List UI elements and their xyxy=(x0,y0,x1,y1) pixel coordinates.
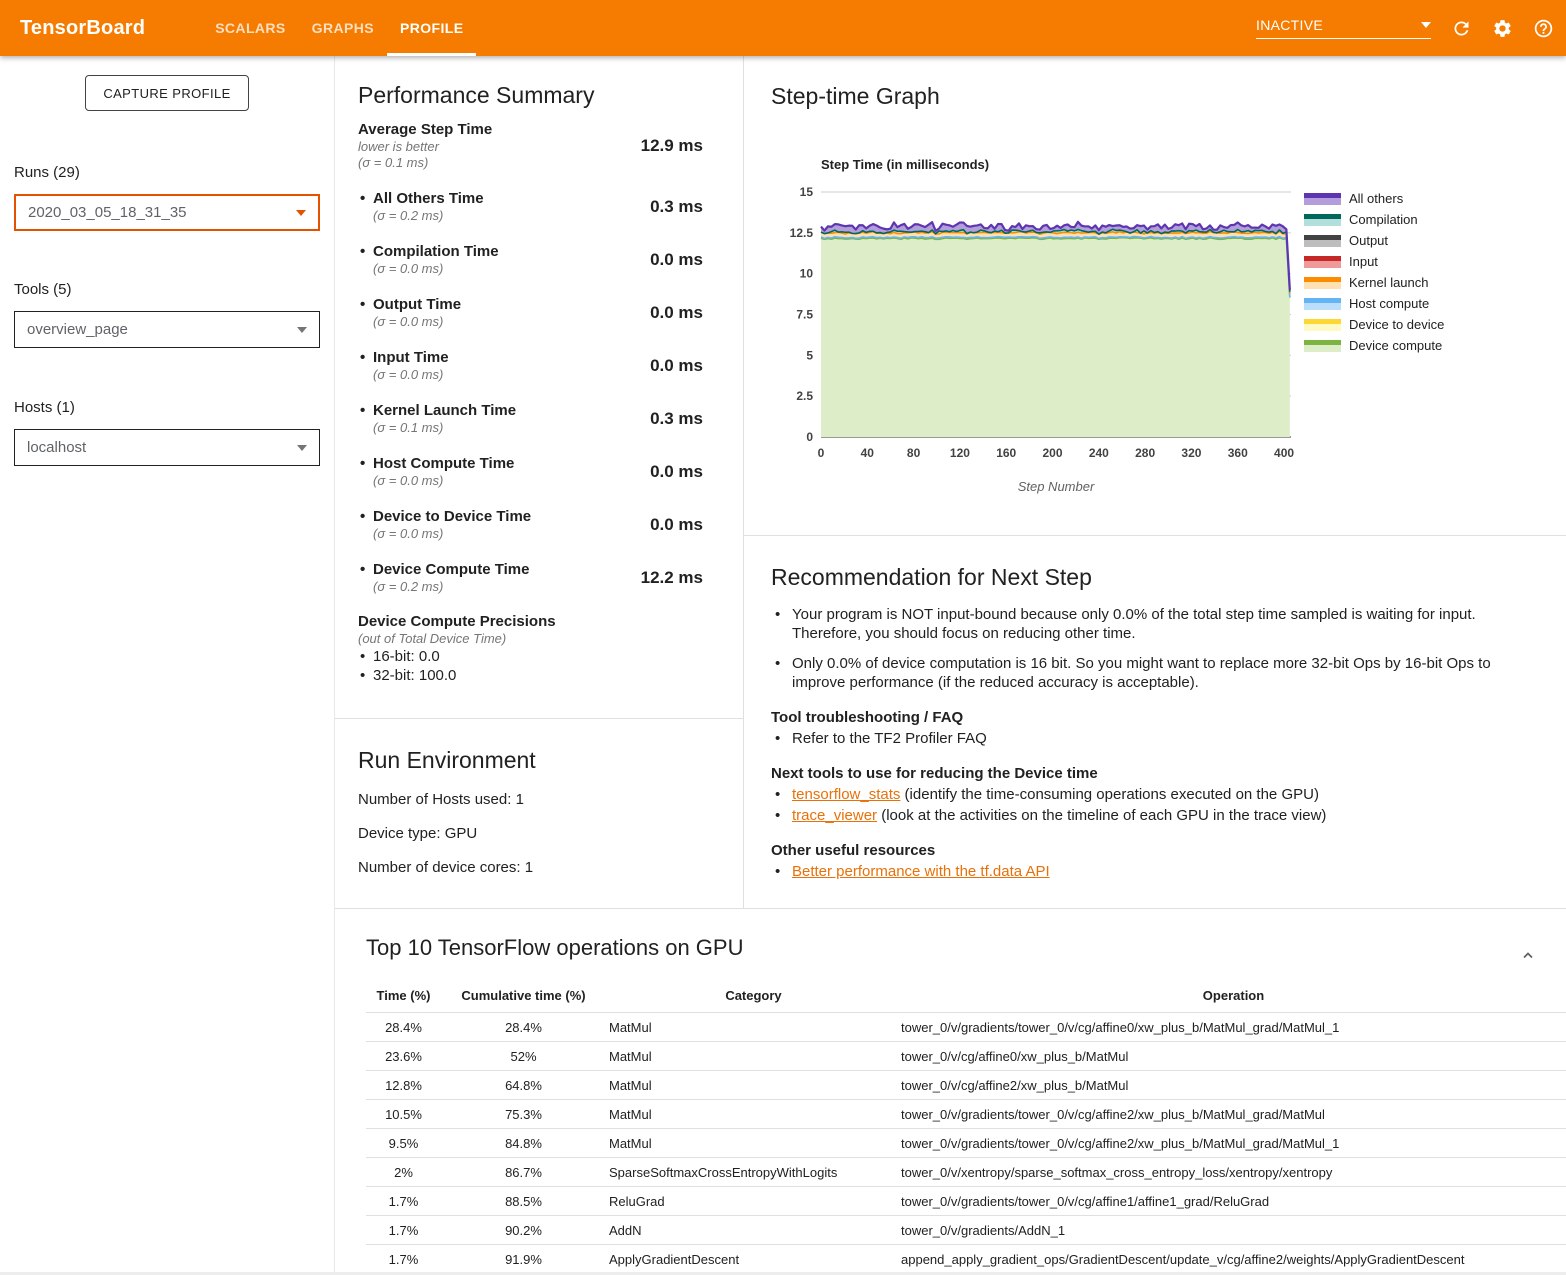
cell-cumulative: 28.4% xyxy=(505,1019,542,1035)
legend-item: Compilation xyxy=(1304,209,1444,230)
bullet-icon: • xyxy=(360,561,366,578)
metric-row xyxy=(358,349,703,383)
svg-text:7.5: 7.5 xyxy=(796,307,813,322)
metric-value: 0.0 ms xyxy=(650,356,703,375)
svg-text:0: 0 xyxy=(817,446,825,460)
main-nav xyxy=(202,0,476,56)
precisions-title: Device Compute Precisions xyxy=(358,613,556,630)
cell-time: 12.8% xyxy=(385,1077,422,1093)
metric-label: Input Time xyxy=(373,349,449,366)
cell-cumulative: 90.2% xyxy=(505,1222,542,1238)
metric-sigma: (σ = 0.1 ms) xyxy=(373,420,444,435)
sidebar xyxy=(0,56,335,1272)
legend-item: All others xyxy=(1304,188,1444,209)
svg-text:40: 40 xyxy=(860,446,874,460)
cell-operation: tower_0/v/gradients/tower_0/v/cg/affine0/xw_plus_b/MatMul_grad/MatMul_1 xyxy=(901,1019,1340,1035)
cell-operation: tower_0/v/gradients/tower_0/v/cg/affine2/xw_plus_b/MatMul_grad/MatMul_1 xyxy=(901,1135,1340,1151)
legend-item: Device to device xyxy=(1304,314,1444,335)
legend-swatch-icon xyxy=(1304,340,1341,352)
tfdata-link[interactable]: Better performance with the tf.data API xyxy=(792,863,1050,880)
top10-operations-card xyxy=(335,908,1566,1272)
metric-label: Output Time xyxy=(373,296,462,313)
recommendation-item: • Your program is NOT input-bound because only 0.0% of the total step time sampled is waiting for input. Therefore, you should focus on reducing other time. xyxy=(771,605,1546,643)
table-row xyxy=(366,1042,1566,1071)
hosts-select-value: localhost xyxy=(27,439,87,456)
metric-row xyxy=(358,561,703,595)
precision-item: • 16-bit: 0.0 xyxy=(360,648,440,665)
cell-time: 28.4% xyxy=(385,1019,422,1035)
gear-icon[interactable] xyxy=(1492,18,1513,39)
cell-cumulative: 91.9% xyxy=(505,1251,542,1267)
help-icon[interactable] xyxy=(1533,18,1554,39)
table-header-row xyxy=(366,982,1566,1013)
col-cumulative-header: Cumulative time (%) xyxy=(461,988,586,1003)
table-row xyxy=(366,1071,1566,1100)
next-tool-item: • trace_viewer (look at the activities on the timeline of each GPU in the trace view) xyxy=(771,806,1546,825)
step-time-chart-wrap xyxy=(771,156,1301,511)
metric-sigma: (σ = 0.2 ms) xyxy=(373,208,444,223)
metric-note: lower is better xyxy=(358,139,439,154)
cell-cumulative: 88.5% xyxy=(505,1193,542,1209)
precision-item: • 32-bit: 100.0 xyxy=(360,667,457,684)
run-environment-title: Run Environment xyxy=(358,747,536,773)
svg-text:200: 200 xyxy=(1042,446,1063,460)
svg-text:0: 0 xyxy=(806,430,813,444)
bullet-icon: • xyxy=(360,402,366,419)
cell-operation: append_apply_gradient_ops/GradientDescent/update_v/cg/affine2/weights/ApplyGradientDescent xyxy=(901,1251,1465,1267)
performance-summary-card xyxy=(335,56,743,719)
top10-table xyxy=(366,982,1566,1274)
cell-cumulative: 84.8% xyxy=(505,1135,542,1151)
metric-sigma: (σ = 0.0 ms) xyxy=(373,314,444,329)
cell-category: MatMul xyxy=(609,1019,652,1035)
cell-category: ReluGrad xyxy=(609,1193,665,1209)
metric-row xyxy=(358,190,703,224)
svg-text:15: 15 xyxy=(799,185,813,199)
runs-label: Runs (29) xyxy=(14,164,80,181)
metric-row xyxy=(358,243,703,277)
run-environment-card xyxy=(335,719,743,908)
legend-item: Output xyxy=(1304,230,1444,251)
metric-row xyxy=(358,402,703,436)
metric-sigma: (σ = 0.0 ms) xyxy=(373,367,444,382)
step-time-graph-title: Step-time Graph xyxy=(771,83,940,109)
tab-profile[interactable]: PROFILE xyxy=(387,0,476,56)
recommendation-card xyxy=(744,536,1566,908)
hosts-label: Hosts (1) xyxy=(14,399,75,416)
metric-value: 12.2 ms xyxy=(640,568,703,587)
legend-item: Device compute xyxy=(1304,335,1444,356)
cell-cumulative: 64.8% xyxy=(505,1077,542,1093)
bullet-icon: • xyxy=(360,296,366,313)
svg-text:80: 80 xyxy=(906,446,921,460)
legend-item: Host compute xyxy=(1304,293,1444,314)
run-environment-line: Number of Hosts used: 1 xyxy=(358,791,524,808)
top10-title: Top 10 TensorFlow operations on GPU xyxy=(366,935,744,960)
legend-swatch-icon xyxy=(1304,256,1341,268)
other-resources-title: Other useful resources xyxy=(771,842,936,859)
cell-time: 1.7% xyxy=(388,1222,419,1238)
metric-value: 0.0 ms xyxy=(650,515,703,534)
average-step-time-row xyxy=(358,121,703,171)
table-row xyxy=(366,1216,1566,1245)
table-row xyxy=(366,1129,1566,1158)
metric-label: Kernel Launch Time xyxy=(373,402,517,419)
other-resource-item xyxy=(771,862,1546,881)
table-row xyxy=(366,1187,1566,1216)
tools-select-value: overview_page xyxy=(27,321,128,338)
bullet-icon: • xyxy=(360,243,366,260)
metric-sigma: (σ = 0.0 ms) xyxy=(373,261,444,276)
hosts-select[interactable] xyxy=(14,429,320,466)
next-tool-item: • tensorflow_stats (identify the time-consuming operations executed on the GPU) xyxy=(771,785,1546,804)
faq-title: Tool troubleshooting / FAQ xyxy=(771,709,964,726)
chevron-down-icon xyxy=(297,445,307,451)
metric-sigma: (σ = 0.0 ms) xyxy=(373,473,444,488)
cell-operation: tower_0/v/gradients/tower_0/v/cg/affine1/affine1_grad/ReluGrad xyxy=(901,1193,1270,1209)
bullet-icon: • xyxy=(360,190,366,207)
cell-time: 23.6% xyxy=(385,1048,422,1064)
cell-cumulative: 75.3% xyxy=(505,1106,542,1122)
tools-label: Tools (5) xyxy=(14,281,72,298)
cell-category: SparseSoftmaxCrossEntropyWithLogits xyxy=(609,1164,838,1180)
cell-category: MatMul xyxy=(609,1077,652,1093)
cell-category: MatMul xyxy=(609,1048,652,1064)
bullet-icon: • xyxy=(360,455,366,472)
col-category-header: Category xyxy=(725,988,782,1003)
collapse-up-icon[interactable] xyxy=(1518,945,1538,965)
legend-swatch-icon xyxy=(1304,193,1341,205)
legend-swatch-icon xyxy=(1304,277,1341,289)
metric-label: Device to Device Time xyxy=(373,508,532,525)
cell-operation: tower_0/v/xentropy/sparse_softmax_cross_entropy_loss/xentropy/xentropy xyxy=(901,1164,1333,1180)
col-operation-header: Operation xyxy=(1202,988,1265,1003)
svg-text:5: 5 xyxy=(806,348,813,363)
metric-label: Average Step Time xyxy=(358,121,493,138)
cell-category: ApplyGradientDescent xyxy=(609,1251,740,1267)
bullet-icon: • xyxy=(360,508,366,525)
svg-text:160: 160 xyxy=(996,446,1017,460)
cell-time: 1.7% xyxy=(388,1193,419,1209)
app-logo: TensorBoard xyxy=(20,16,146,39)
table-row xyxy=(366,1100,1566,1129)
svg-text:12.5: 12.5 xyxy=(789,225,813,240)
run-environment-line: Number of device cores: 1 xyxy=(358,859,534,876)
legend-swatch-icon xyxy=(1304,235,1341,247)
svg-text:10: 10 xyxy=(799,266,813,281)
svg-text:320: 320 xyxy=(1181,446,1202,460)
legend-swatch-icon xyxy=(1304,298,1341,310)
cell-category: AddN xyxy=(609,1222,642,1238)
cell-category: MatMul xyxy=(609,1135,652,1151)
step-time-chart xyxy=(771,156,1301,506)
run-environment-line: Device type: GPU xyxy=(358,825,478,842)
cell-operation: tower_0/v/cg/affine2/xw_plus_b/MatMul xyxy=(901,1077,1129,1093)
runs-select[interactable] xyxy=(14,194,320,231)
metric-sigma: (σ = 0.1 ms) xyxy=(358,155,429,170)
metric-value: 0.0 ms xyxy=(650,303,703,322)
metric-label: Host Compute Time xyxy=(373,455,515,472)
faq-item: • Refer to the TF2 Profiler FAQ xyxy=(771,729,1546,748)
run-environment-lines xyxy=(358,791,743,876)
metric-row xyxy=(358,455,703,489)
app-header xyxy=(0,0,1566,56)
table-row xyxy=(366,1245,1566,1274)
recommendation-bullets xyxy=(771,605,1566,692)
metric-value: 0.3 ms xyxy=(650,197,703,216)
bullet-icon: • xyxy=(360,648,366,665)
tool-link[interactable]: trace_viewer xyxy=(792,807,878,824)
svg-text:400: 400 xyxy=(1274,446,1295,460)
metric-sigma: (σ = 0.0 ms) xyxy=(373,526,444,541)
device-compute-precisions xyxy=(358,613,703,685)
metric-value: 12.9 ms xyxy=(640,136,703,155)
metric-value: 0.0 ms xyxy=(650,250,703,269)
cell-operation: tower_0/v/cg/affine0/xw_plus_b/MatMul xyxy=(901,1048,1129,1064)
svg-text:240: 240 xyxy=(1088,446,1109,460)
svg-text:360: 360 xyxy=(1227,446,1248,460)
header-controls xyxy=(1256,17,1554,39)
cell-time: 2% xyxy=(394,1164,413,1180)
cell-category: MatMul xyxy=(609,1106,652,1122)
metric-label: All Others Time xyxy=(373,190,484,207)
cell-time: 9.5% xyxy=(388,1135,419,1151)
chart-legend xyxy=(1304,188,1444,356)
status-select[interactable] xyxy=(1256,17,1431,39)
legend-swatch-icon xyxy=(1304,214,1341,226)
tools-select[interactable] xyxy=(14,311,320,348)
chevron-down-icon xyxy=(1421,22,1431,28)
svg-text:2.5: 2.5 xyxy=(796,389,813,404)
capture-profile-button[interactable]: CAPTURE PROFILE xyxy=(85,75,249,111)
cell-operation: tower_0/v/gradients/tower_0/v/cg/affine2/xw_plus_b/MatMul_grad/MatMul xyxy=(901,1106,1325,1122)
precisions-note: (out of Total Device Time) xyxy=(358,631,507,646)
cell-cumulative: 86.7% xyxy=(505,1164,542,1180)
metric-label: Compilation Time xyxy=(373,243,499,260)
cell-time: 1.7% xyxy=(388,1251,419,1267)
svg-text:Step Number: Step Number xyxy=(1017,479,1095,494)
legend-item: Input xyxy=(1304,251,1444,272)
runs-select-value: 2020_03_05_18_31_35 xyxy=(28,204,187,221)
table-row xyxy=(366,1158,1566,1187)
tab-graphs[interactable]: GRAPHS xyxy=(311,20,374,36)
bullet-icon: • xyxy=(360,667,366,684)
legend-swatch-icon xyxy=(1304,319,1341,331)
svg-text:120: 120 xyxy=(949,446,970,460)
bullet-icon: • xyxy=(360,349,366,366)
step-time-graph-card xyxy=(744,56,1566,536)
metric-row xyxy=(358,296,703,330)
svg-text:280: 280 xyxy=(1135,446,1156,460)
metric-label: Device Compute Time xyxy=(373,561,530,578)
status-select-value: INACTIVE xyxy=(1256,17,1323,33)
cell-operation: tower_0/v/gradients/AddN_1 xyxy=(901,1222,1066,1238)
recommendation-title: Recommendation for Next Step xyxy=(771,564,1092,590)
refresh-icon[interactable] xyxy=(1451,18,1472,39)
metric-sigma: (σ = 0.2 ms) xyxy=(373,579,444,594)
cell-time: 10.5% xyxy=(385,1106,422,1122)
col-time-header: Time (%) xyxy=(376,988,431,1003)
next-tools-list xyxy=(771,785,1566,825)
metric-row xyxy=(358,508,703,542)
svg-text:Step Time (in milliseconds): Step Time (in milliseconds) xyxy=(821,157,990,172)
recommendation-item: • Only 0.0% of device computation is 16 bit. So you might want to replace more 32-bit Ops by 16-bit Ops to improve performance (if the reduced accuracy is acceptable). xyxy=(771,654,1546,692)
performance-summary-title: Performance Summary xyxy=(358,82,595,108)
metric-value: 0.0 ms xyxy=(650,462,703,481)
cell-cumulative: 52% xyxy=(510,1048,537,1064)
metric-value: 0.3 ms xyxy=(650,409,703,428)
legend-item: Kernel launch xyxy=(1304,272,1444,293)
tool-link[interactable]: tensorflow_stats xyxy=(792,786,901,803)
tab-scalars[interactable]: SCALARS xyxy=(215,20,286,36)
chevron-down-icon xyxy=(296,210,306,216)
chevron-down-icon xyxy=(297,327,307,333)
table-row xyxy=(366,1013,1566,1042)
metrics-list xyxy=(358,190,703,595)
next-tools-title: Next tools to use for reducing the Device time xyxy=(771,765,1098,782)
